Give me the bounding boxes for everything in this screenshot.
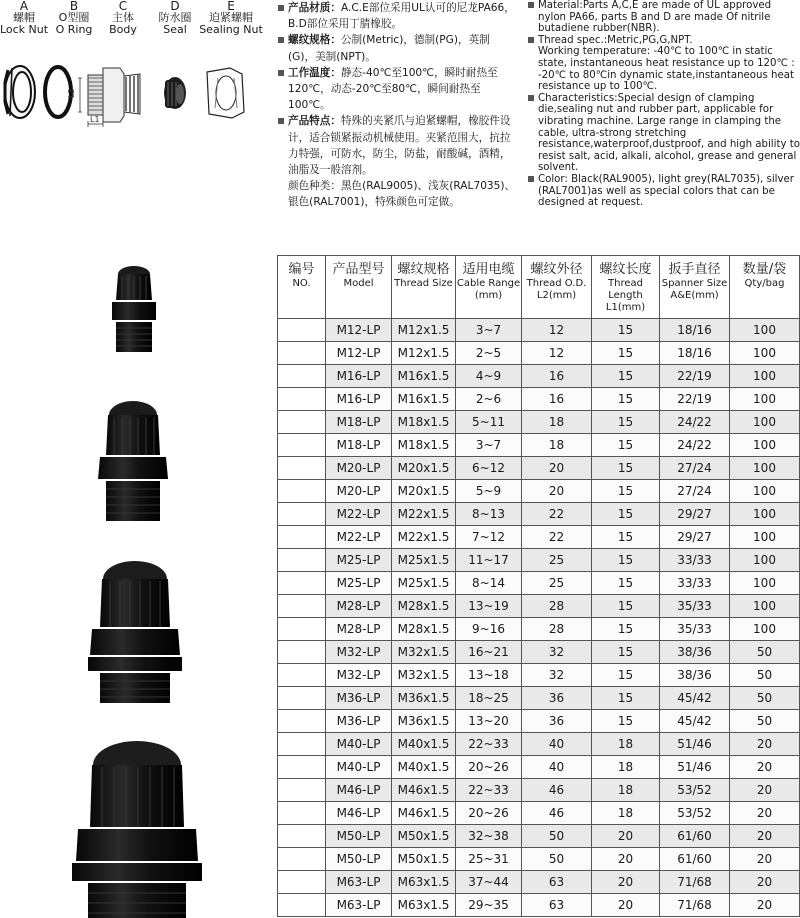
cell-thread-length: 20 (592, 848, 660, 871)
cell-model: M16-LP (326, 365, 392, 388)
parts-legend (0, 0, 262, 140)
bullet-square-icon (528, 93, 534, 105)
bullet-square-icon (528, 174, 534, 186)
bullet-square-icon (278, 32, 284, 48)
cell-qty-bag: 20 (730, 894, 800, 917)
cell-spanner-size: 33/33 (660, 572, 730, 595)
cell-qty-bag: 50 (730, 687, 800, 710)
cell-qty-bag: 20 (730, 825, 800, 848)
table-row (278, 641, 800, 664)
cell-spanner-size: 51/46 (660, 756, 730, 779)
cell-model: M36-LP (326, 687, 392, 710)
cell-no (278, 549, 326, 572)
cell-thread-od: 50 (522, 848, 592, 871)
cell-thread-size: M50x1.5 (392, 848, 456, 871)
cable-gland-large-photo (80, 555, 190, 705)
table-row (278, 595, 800, 618)
cell-qty-bag: 100 (730, 434, 800, 457)
cell-model: M25-LP (326, 572, 392, 595)
cell-thread-od: 18 (522, 411, 592, 434)
cell-model: M22-LP (326, 503, 392, 526)
l1-dimension-label: L1 (90, 115, 100, 124)
cell-cable-range: 20~26 (456, 756, 522, 779)
cell-thread-length: 20 (592, 894, 660, 917)
table-row (278, 894, 800, 917)
cell-cable-range: 3~7 (456, 434, 522, 457)
body-drawing (67, 68, 140, 127)
table-header-row (278, 256, 800, 319)
col-header-no: 编号 NO. (278, 256, 326, 319)
cell-thread-size: M46x1.5 (392, 779, 456, 802)
cell-thread-od: 12 (522, 319, 592, 342)
table-row (278, 618, 800, 641)
cell-thread-size: M16x1.5 (392, 388, 456, 411)
cell-no (278, 710, 326, 733)
cell-qty-bag: 20 (730, 779, 800, 802)
spec-en-thread: Thread spec.:Metric,PG,G,NPT. (528, 35, 800, 47)
cell-thread-size: M22x1.5 (392, 503, 456, 526)
cell-thread-od: 22 (522, 526, 592, 549)
table-row (278, 388, 800, 411)
cell-cable-range: 25~31 (456, 848, 522, 871)
table-row (278, 549, 800, 572)
cell-model: M46-LP (326, 802, 392, 825)
cell-qty-bag: 100 (730, 411, 800, 434)
spec-zh-features: 产品特点：特殊的夹紧爪与迫紧螺帽，橡胶件设计，适合锁紧振动机械使用。夹紧范围大，抗拉力特强，可防水，防尘，防盐，耐酸碱，酒精，油脂及一般溶剂。 (278, 113, 516, 178)
cell-model: M12-LP (326, 319, 392, 342)
cell-cable-range: 5~9 (456, 480, 522, 503)
cell-cable-range: 29~35 (456, 894, 522, 917)
cell-qty-bag: 20 (730, 848, 800, 871)
cell-model: M46-LP (326, 779, 392, 802)
cell-model: M36-LP (326, 710, 392, 733)
cell-thread-od: 46 (522, 802, 592, 825)
cell-thread-length: 15 (592, 526, 660, 549)
cell-spanner-size: 29/27 (660, 526, 730, 549)
table-row (278, 710, 800, 733)
cell-spanner-size: 22/19 (660, 365, 730, 388)
spec-english (528, 0, 800, 209)
col-header-spanner-size: 扳手直径 Spanner Size A&E(mm) (660, 256, 730, 319)
cell-thread-od: 16 (522, 365, 592, 388)
cell-no (278, 595, 326, 618)
cell-cable-range: 22~33 (456, 779, 522, 802)
seal-drawing (164, 77, 186, 109)
cell-thread-size: M40x1.5 (392, 756, 456, 779)
table-row (278, 687, 800, 710)
table-row (278, 526, 800, 549)
col-header-thread-length: 螺纹长度 Thread Length L1(mm) (592, 256, 660, 319)
cell-no (278, 572, 326, 595)
cell-thread-size: M50x1.5 (392, 825, 456, 848)
cell-spanner-size: 61/60 (660, 848, 730, 871)
cell-qty-bag: 50 (730, 641, 800, 664)
spec-en-temperature: Working temperature: -40℃ to 100℃ in static state, instantaneous heat resistance up to 120℃ : -20℃ to 80℃in dynamic state,instantaneous heat resistance up to 100℃. (538, 46, 795, 93)
cell-thread-size: M28x1.5 (392, 595, 456, 618)
cell-thread-length: 15 (592, 503, 660, 526)
cell-spanner-size: 38/36 (660, 641, 730, 664)
cell-cable-range: 5~11 (456, 411, 522, 434)
table-row (278, 825, 800, 848)
cell-spanner-size: 35/33 (660, 618, 730, 641)
cable-gland-small-photo (100, 262, 170, 362)
cell-thread-size: M32x1.5 (392, 641, 456, 664)
cell-thread-od: 36 (522, 687, 592, 710)
cell-thread-size: M20x1.5 (392, 457, 456, 480)
cell-cable-range: 32~38 (456, 825, 522, 848)
cell-model: M32-LP (326, 664, 392, 687)
cell-thread-od: 40 (522, 756, 592, 779)
cell-thread-od: 20 (522, 480, 592, 503)
col-header-model: 产品型号 Model (326, 256, 392, 319)
cell-model: M20-LP (326, 457, 392, 480)
bullet-square-icon (528, 35, 534, 47)
cell-thread-length: 18 (592, 802, 660, 825)
table-row (278, 457, 800, 480)
cell-spanner-size: 18/16 (660, 319, 730, 342)
cell-cable-range: 4~9 (456, 365, 522, 388)
table-row (278, 434, 800, 457)
cell-model: M63-LP (326, 871, 392, 894)
cell-no (278, 848, 326, 871)
cell-spanner-size: 24/22 (660, 411, 730, 434)
cell-qty-bag: 20 (730, 802, 800, 825)
cell-no (278, 388, 326, 411)
cell-thread-size: M22x1.5 (392, 526, 456, 549)
cell-thread-length: 20 (592, 871, 660, 894)
cell-qty-bag: 100 (730, 342, 800, 365)
cell-qty-bag: 100 (730, 457, 800, 480)
cell-spanner-size: 51/46 (660, 733, 730, 756)
cell-thread-od: 18 (522, 434, 592, 457)
spec-zh-color: 颜色种类：黑色(RAL9005)、浅灰(RAL7035)、银色(RAL7001)，特殊颜色可定做。 (288, 180, 516, 209)
cell-thread-size: M36x1.5 (392, 687, 456, 710)
cell-spanner-size: 53/52 (660, 802, 730, 825)
part-e-label: E 迫紧螺帽 Sealing Nut (199, 0, 263, 36)
cell-cable-range: 22~33 (456, 733, 522, 756)
table-row (278, 756, 800, 779)
cell-cable-range: 2~6 (456, 388, 522, 411)
cell-thread-length: 15 (592, 411, 660, 434)
cell-spanner-size: 24/22 (660, 434, 730, 457)
table-row (278, 848, 800, 871)
cell-no (278, 756, 326, 779)
cell-spanner-size: 18/16 (660, 342, 730, 365)
cell-spanner-size: 45/42 (660, 710, 730, 733)
spec-en-characteristics: Characteristics:Special design of clamping die,sealing nut and rubber part, applicable for vibrating machine. Large range in clamping the cable, ultra-strong stretching resistance,waterproof,dustproof, and high ability to resist salt, acid, alkali, alcohol, grease and general solvent. (528, 93, 800, 174)
cell-model: M12-LP (326, 342, 392, 365)
cell-thread-od: 63 (522, 871, 592, 894)
cell-no (278, 503, 326, 526)
cable-gland-spec-table (277, 255, 800, 917)
cell-no (278, 894, 326, 917)
exploded-parts-drawing (0, 52, 262, 142)
l2-dimension-label: L2 (67, 88, 76, 98)
cell-cable-range: 16~21 (456, 641, 522, 664)
cell-model: M40-LP (326, 756, 392, 779)
cell-qty-bag: 100 (730, 595, 800, 618)
cell-spanner-size: 33/33 (660, 549, 730, 572)
cell-no (278, 342, 326, 365)
cell-thread-size: M36x1.5 (392, 710, 456, 733)
cell-no (278, 779, 326, 802)
table-row (278, 664, 800, 687)
col-header-cable-range: 适用电缆 Cable Range (mm) (456, 256, 522, 319)
cell-thread-od: 20 (522, 457, 592, 480)
cell-no (278, 434, 326, 457)
table-row (278, 733, 800, 756)
cell-cable-range: 13~18 (456, 664, 522, 687)
spec-chinese (278, 0, 516, 211)
cell-no (278, 871, 326, 894)
part-c-label: C 主体 Body (109, 0, 137, 36)
cell-spanner-size: 27/24 (660, 457, 730, 480)
table-row (278, 480, 800, 503)
cell-thread-length: 15 (592, 641, 660, 664)
cell-cable-range: 7~12 (456, 526, 522, 549)
cell-qty-bag: 100 (730, 503, 800, 526)
cell-thread-od: 50 (522, 825, 592, 848)
col-header-thread-size: 螺纹规格 Thread Size (392, 256, 456, 319)
cell-thread-od: 12 (522, 342, 592, 365)
cell-cable-range: 6~12 (456, 457, 522, 480)
cell-thread-length: 15 (592, 319, 660, 342)
cell-thread-size: M25x1.5 (392, 572, 456, 595)
cell-thread-od: 40 (522, 733, 592, 756)
bullet-square-icon (278, 65, 284, 81)
cell-qty-bag: 100 (730, 388, 800, 411)
cable-gland-xlarge-photo (62, 735, 212, 918)
cell-model: M18-LP (326, 411, 392, 434)
spec-en-color: Color: Black(RAL9005), light grey(RAL7035), silver (RAL7001)as well as special colors that can be designed at request. (528, 174, 800, 209)
cell-thread-od: 46 (522, 779, 592, 802)
cell-thread-length: 15 (592, 687, 660, 710)
cell-thread-size: M63x1.5 (392, 894, 456, 917)
cell-model: M25-LP (326, 549, 392, 572)
cell-spanner-size: 38/36 (660, 664, 730, 687)
table-row (278, 342, 800, 365)
cell-thread-size: M20x1.5 (392, 480, 456, 503)
part-b-label: B O型圈 O Ring (55, 0, 93, 36)
cell-no (278, 802, 326, 825)
cell-thread-size: M40x1.5 (392, 733, 456, 756)
cell-cable-range: 11~17 (456, 549, 522, 572)
cell-qty-bag: 100 (730, 572, 800, 595)
cell-cable-range: 8~13 (456, 503, 522, 526)
cell-thread-length: 15 (592, 457, 660, 480)
cell-spanner-size: 61/60 (660, 825, 730, 848)
cell-qty-bag: 50 (730, 710, 800, 733)
cell-spanner-size: 45/42 (660, 687, 730, 710)
cell-model: M50-LP (326, 848, 392, 871)
cell-thread-size: M32x1.5 (392, 664, 456, 687)
cell-thread-length: 15 (592, 480, 660, 503)
cell-thread-length: 15 (592, 595, 660, 618)
cell-thread-od: 25 (522, 549, 592, 572)
cell-thread-size: M28x1.5 (392, 618, 456, 641)
spec-zh-material: 产品材质：A.C.E部位采用UL认可的尼龙PA66，B.D部位采用丁腈橡胶。 (278, 0, 516, 32)
cell-spanner-size: 71/68 (660, 871, 730, 894)
cell-model: M32-LP (326, 641, 392, 664)
table-row (278, 802, 800, 825)
cell-cable-range: 2~5 (456, 342, 522, 365)
cell-spanner-size: 27/24 (660, 480, 730, 503)
cell-no (278, 411, 326, 434)
cell-no (278, 618, 326, 641)
cell-thread-od: 28 (522, 618, 592, 641)
cell-qty-bag: 100 (730, 549, 800, 572)
cell-model: M28-LP (326, 595, 392, 618)
cell-no (278, 664, 326, 687)
cell-cable-range: 13~20 (456, 710, 522, 733)
cell-model: M20-LP (326, 480, 392, 503)
cell-thread-length: 15 (592, 434, 660, 457)
cell-model: M40-LP (326, 733, 392, 756)
bullet-square-icon (528, 0, 534, 12)
cell-model: M28-LP (326, 618, 392, 641)
cell-qty-bag: 20 (730, 733, 800, 756)
spec-zh-thread: 螺纹规格：公制(Metric)，德制(PG)，英制(G)，美制(NPT)。 (278, 32, 516, 64)
col-header-qty-bag: 数量/袋 Qty/bag (730, 256, 800, 319)
cell-qty-bag: 50 (730, 664, 800, 687)
cell-thread-size: M63x1.5 (392, 871, 456, 894)
cell-no (278, 825, 326, 848)
cell-thread-length: 15 (592, 549, 660, 572)
cell-thread-length: 15 (592, 342, 660, 365)
cell-no (278, 365, 326, 388)
cell-thread-length: 15 (592, 618, 660, 641)
cell-thread-od: 36 (522, 710, 592, 733)
cell-thread-size: M12x1.5 (392, 342, 456, 365)
sealing-nut-drawing (207, 68, 244, 118)
table-row (278, 572, 800, 595)
cell-no (278, 319, 326, 342)
cell-no (278, 457, 326, 480)
cell-thread-length: 15 (592, 572, 660, 595)
part-a-label: A 螺帽 Lock Nut (0, 0, 49, 36)
cell-thread-length: 18 (592, 756, 660, 779)
cell-model: M16-LP (326, 388, 392, 411)
cell-thread-size: M12x1.5 (392, 319, 456, 342)
cell-model: M63-LP (326, 894, 392, 917)
spec-en-material: Material:Parts A,C,E are made of UL approved nylon PA66, parts B and D are made Of nitrile butadiene rubber(NBR). (528, 0, 800, 35)
cell-cable-range: 3~7 (456, 319, 522, 342)
part-d-label: D 防水圈 Seal (158, 0, 192, 36)
cell-qty-bag: 100 (730, 319, 800, 342)
cell-model: M50-LP (326, 825, 392, 848)
cell-spanner-size: 71/68 (660, 894, 730, 917)
cell-spanner-size: 35/33 (660, 595, 730, 618)
cell-no (278, 641, 326, 664)
cell-thread-od: 32 (522, 664, 592, 687)
col-header-thread-od: 螺纹外径 Thread O.D. L2(mm) (522, 256, 592, 319)
cell-no (278, 733, 326, 756)
cell-no (278, 526, 326, 549)
cell-thread-size: M25x1.5 (392, 549, 456, 572)
table-row (278, 871, 800, 894)
cell-thread-length: 15 (592, 365, 660, 388)
table-body (278, 319, 800, 917)
cell-thread-length: 15 (592, 388, 660, 411)
cell-cable-range: 8~14 (456, 572, 522, 595)
bullet-square-icon (278, 113, 284, 129)
cell-cable-range: 18~25 (456, 687, 522, 710)
table-row (278, 503, 800, 526)
cell-thread-length: 15 (592, 664, 660, 687)
cell-qty-bag: 100 (730, 526, 800, 549)
table-row (278, 365, 800, 388)
cell-model: M22-LP (326, 526, 392, 549)
cell-qty-bag: 20 (730, 871, 800, 894)
cell-thread-od: 63 (522, 894, 592, 917)
cell-cable-range: 9~16 (456, 618, 522, 641)
cell-qty-bag: 100 (730, 480, 800, 503)
cell-thread-od: 22 (522, 503, 592, 526)
cell-cable-range: 13~19 (456, 595, 522, 618)
lock-nut-drawing (5, 66, 35, 118)
cell-thread-od: 25 (522, 572, 592, 595)
cell-thread-od: 28 (522, 595, 592, 618)
cell-thread-length: 18 (592, 779, 660, 802)
cell-spanner-size: 29/27 (660, 503, 730, 526)
cable-gland-medium-photo (88, 395, 178, 525)
bullet-square-icon (278, 0, 284, 16)
cell-spanner-size: 53/52 (660, 779, 730, 802)
cell-qty-bag: 20 (730, 756, 800, 779)
cell-no (278, 687, 326, 710)
cell-thread-length: 20 (592, 825, 660, 848)
cell-model: M18-LP (326, 434, 392, 457)
cell-cable-range: 20~26 (456, 802, 522, 825)
table-row (278, 779, 800, 802)
cell-thread-length: 18 (592, 733, 660, 756)
cell-thread-size: M18x1.5 (392, 411, 456, 434)
cell-qty-bag: 100 (730, 365, 800, 388)
cell-thread-size: M46x1.5 (392, 802, 456, 825)
cell-thread-od: 32 (522, 641, 592, 664)
table-row (278, 319, 800, 342)
spec-zh-temperature: 工作温度：静态-40℃至100℃，瞬时耐热至120℃，动态-20℃至80℃，瞬间耐热至100℃。 (278, 65, 516, 114)
table-row (278, 411, 800, 434)
cell-qty-bag: 100 (730, 618, 800, 641)
cell-spanner-size: 22/19 (660, 388, 730, 411)
cell-thread-length: 15 (592, 710, 660, 733)
cell-thread-size: M16x1.5 (392, 365, 456, 388)
cell-thread-size: M18x1.5 (392, 434, 456, 457)
cell-thread-od: 16 (522, 388, 592, 411)
cell-cable-range: 37~44 (456, 871, 522, 894)
cell-no (278, 480, 326, 503)
